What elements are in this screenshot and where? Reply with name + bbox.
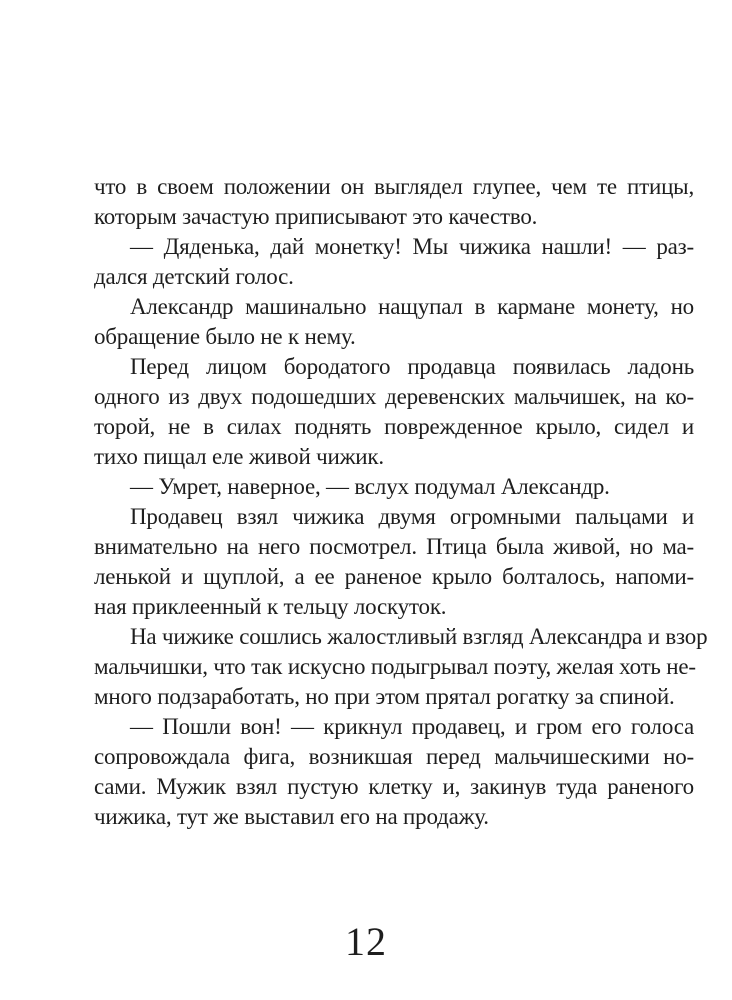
text-line: внимательно на него посмотрел. Птица была живой, но ма- — [94, 534, 694, 559]
text-line: Александр машинально нащупал в кармане монету, но — [130, 294, 694, 319]
text-line: — Пошли вон! — крикнул продавец, и гром его голоса — [130, 714, 694, 739]
text-line: торой, не в силах поднять поврежденное крыло, сидел и — [94, 414, 694, 439]
text-line: чижика, тут же выставил его на продажу. — [94, 804, 489, 829]
text-line: мальчишки, что так искусно подыгрывал поэту, желая хоть не- — [94, 654, 696, 679]
text-line: сами. Мужик взял пустую клетку и, закинув туда раненого — [94, 774, 694, 799]
text-line: Перед лицом бородатого продавца появилась ладонь — [130, 354, 694, 379]
text-line: дался детский голос. — [94, 264, 294, 289]
text-line: много подзаработать, но при этом прятал рогатку за спиной. — [94, 684, 675, 709]
text-line: что в своем положении он выглядел глупее, чем те птицы, — [94, 174, 694, 199]
text-line: обращение было не к нему. — [94, 324, 356, 349]
text-line: — Умрет, наверное, — вслух подумал Александр. — [130, 474, 610, 499]
text-line: ная приклеенный к тельцу лоскуток. — [94, 594, 447, 619]
text-line: ленькой и щуплой, а ее раненое крыло болталось, напоми- — [94, 564, 694, 589]
text-line: которым зачастую приписывают это качество. — [94, 204, 538, 229]
text-line: Продавец взял чижика двумя огромными пальцами и — [130, 504, 694, 529]
text-line: тихо пищал еле живой чижик. — [94, 444, 384, 469]
page-number: 12 — [345, 919, 387, 964]
text-line: одного из двух подошедших деревенских мальчишек, на ко- — [94, 384, 694, 409]
text-line: — Дяденька, дай монетку! Мы чижика нашли! — раз- — [130, 234, 694, 259]
text-line: сопровождала фига, возникшая перед мальчишескими но- — [94, 744, 694, 769]
text-line: На чижике сошлись жалостливый взгляд Александра и взор — [130, 624, 708, 649]
